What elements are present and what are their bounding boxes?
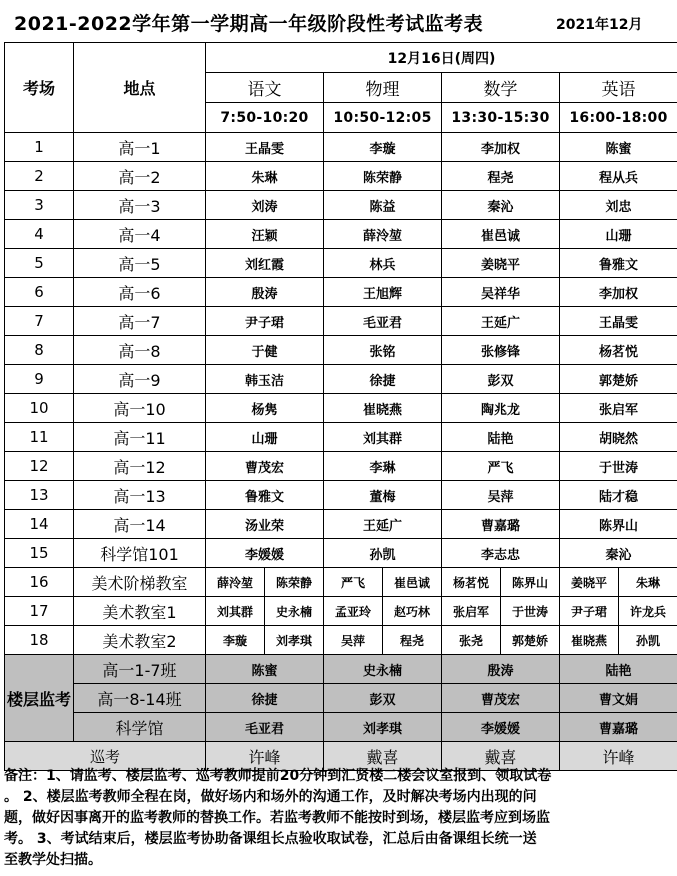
floor-proctor-row xyxy=(5,655,677,684)
proctor-name: 李加权 xyxy=(442,133,560,162)
room-location: 高一2 xyxy=(74,162,206,191)
room-number: 13 xyxy=(5,481,74,510)
proctor-name: 刘其群 xyxy=(206,597,265,626)
floor-location: 科学馆 xyxy=(74,713,206,742)
proctor-name: 杨茗悦 xyxy=(442,568,501,597)
proctor-name: 刘涛 xyxy=(206,191,324,220)
table-row xyxy=(5,452,677,481)
proctor-name: 刘孝琪 xyxy=(265,626,324,655)
room-location: 高一5 xyxy=(74,249,206,278)
room-location: 高一13 xyxy=(74,481,206,510)
table-row xyxy=(5,278,677,307)
table-row xyxy=(5,423,677,452)
table-row xyxy=(5,365,677,394)
room-location: 美术教室1 xyxy=(74,597,206,626)
floor-proctor-name: 毛亚君 xyxy=(206,713,324,742)
room-location: 高一14 xyxy=(74,510,206,539)
floor-proctor-name: 彭双 xyxy=(324,684,442,713)
proctor-name: 崔晓燕 xyxy=(560,626,619,655)
note-line: 。 2、楼层监考教师全程在岗，做好场内和场外的沟通工作，及时解决考场内出现的问 xyxy=(4,789,537,805)
proctor-name: 毛亚君 xyxy=(324,307,442,336)
proctor-name: 李璇 xyxy=(324,133,442,162)
patrol-label: 巡考 xyxy=(5,742,206,771)
proctor-name: 薛泠堃 xyxy=(206,568,265,597)
proctor-name: 许龙兵 xyxy=(619,597,677,626)
header-room: 考场 xyxy=(5,43,74,133)
proctor-name: 崔邑诚 xyxy=(383,568,442,597)
proctor-name: 陶兆龙 xyxy=(442,394,560,423)
proctor-name: 杨隽 xyxy=(206,394,324,423)
room-number: 5 xyxy=(5,249,74,278)
table-row xyxy=(5,481,677,510)
proctor-name: 曹茂宏 xyxy=(206,452,324,481)
proctor-name: 胡晓然 xyxy=(560,423,677,452)
room-location: 高一8 xyxy=(74,336,206,365)
room-number: 16 xyxy=(5,568,74,597)
table-row xyxy=(5,191,677,220)
issue-date: 2021年12月 xyxy=(556,17,643,33)
room-number: 18 xyxy=(5,626,74,655)
room-number: 9 xyxy=(5,365,74,394)
header-location: 地点 xyxy=(74,43,206,133)
table-row xyxy=(5,249,677,278)
proctor-name: 孙凯 xyxy=(619,626,677,655)
proctor-name: 陆才稳 xyxy=(560,481,677,510)
proctor-name: 张铭 xyxy=(324,336,442,365)
proctor-name: 韩玉洁 xyxy=(206,365,324,394)
proctor-name: 崔晓燕 xyxy=(324,394,442,423)
room-location: 科学馆101 xyxy=(74,539,206,568)
notes-block xyxy=(4,766,672,871)
room-location: 高一11 xyxy=(74,423,206,452)
proctor-name: 赵巧林 xyxy=(383,597,442,626)
table-row xyxy=(5,539,677,568)
proctor-name: 朱琳 xyxy=(619,568,677,597)
proctor-name: 汪颖 xyxy=(206,220,324,249)
floor-proctor-name: 曹文娟 xyxy=(560,684,677,713)
proctor-name: 刘忠 xyxy=(560,191,677,220)
proctor-name: 史永楠 xyxy=(265,597,324,626)
floor-proctor-name: 刘孝琪 xyxy=(324,713,442,742)
proctor-name: 孙凯 xyxy=(324,539,442,568)
subject-header: 语文 xyxy=(206,73,324,103)
proctor-name: 王延广 xyxy=(324,510,442,539)
room-location: 高一3 xyxy=(74,191,206,220)
room-number: 10 xyxy=(5,394,74,423)
floor-proctor-row xyxy=(5,684,677,713)
floor-location: 高一1-7班 xyxy=(74,655,206,684)
proctor-name: 孟亚玲 xyxy=(324,597,383,626)
proctor-name: 严飞 xyxy=(442,452,560,481)
proctor-name: 王晶雯 xyxy=(560,307,677,336)
proctor-name: 于世涛 xyxy=(501,597,560,626)
proctor-name: 董梅 xyxy=(324,481,442,510)
proctor-name: 彭双 xyxy=(442,365,560,394)
table-row xyxy=(5,133,677,162)
floor-proctor-name: 徐捷 xyxy=(206,684,324,713)
proctor-name: 吴祥华 xyxy=(442,278,560,307)
proctor-name: 李媛媛 xyxy=(206,539,324,568)
floor-proctor-row xyxy=(5,713,677,742)
proctor-name: 秦沁 xyxy=(560,539,677,568)
title-row xyxy=(0,0,677,40)
room-number: 15 xyxy=(5,539,74,568)
proctor-name: 殷涛 xyxy=(206,278,324,307)
floor-proctor-name: 陆艳 xyxy=(560,655,677,684)
room-number: 7 xyxy=(5,307,74,336)
room-location: 美术教室2 xyxy=(74,626,206,655)
proctor-name: 程尧 xyxy=(442,162,560,191)
proctor-name: 张尧 xyxy=(442,626,501,655)
floor-proctor-name: 殷涛 xyxy=(442,655,560,684)
proctor-name: 徐捷 xyxy=(324,365,442,394)
table-row xyxy=(5,336,677,365)
proctor-name: 山珊 xyxy=(206,423,324,452)
room-number: 1 xyxy=(5,133,74,162)
room-location: 高一12 xyxy=(74,452,206,481)
floor-proctor-name: 曹嘉璐 xyxy=(560,713,677,742)
proctor-name: 李志忠 xyxy=(442,539,560,568)
proctor-name: 王延广 xyxy=(442,307,560,336)
proctor-name: 王旭辉 xyxy=(324,278,442,307)
proctor-name: 陈益 xyxy=(324,191,442,220)
exam-date-header: 12月16日(周四) xyxy=(206,43,677,73)
room-location: 高一6 xyxy=(74,278,206,307)
proctor-name: 薛泠堃 xyxy=(324,220,442,249)
proctor-name: 郭楚娇 xyxy=(560,365,677,394)
page-title: 2021-2022学年第一学期高一年级阶段性考试监考表 xyxy=(14,13,484,35)
table-row xyxy=(5,510,677,539)
proctor-name: 张启军 xyxy=(442,597,501,626)
room-number: 14 xyxy=(5,510,74,539)
proctor-name: 于世涛 xyxy=(560,452,677,481)
proctor-name: 刘其群 xyxy=(324,423,442,452)
proctor-name: 郭楚娇 xyxy=(501,626,560,655)
room-location: 高一4 xyxy=(74,220,206,249)
subject-header: 物理 xyxy=(324,73,442,103)
table-row xyxy=(5,568,677,597)
subject-header: 英语 xyxy=(560,73,677,103)
table-row xyxy=(5,220,677,249)
patrol-name: 戴喜 xyxy=(324,742,442,771)
room-location: 高一10 xyxy=(74,394,206,423)
proctor-name: 陈界山 xyxy=(560,510,677,539)
room-location: 美术阶梯教室 xyxy=(74,568,206,597)
room-location: 高一1 xyxy=(74,133,206,162)
proctor-name: 吴萍 xyxy=(442,481,560,510)
proctor-name: 程从兵 xyxy=(560,162,677,191)
proctor-name: 陈界山 xyxy=(501,568,560,597)
table-row xyxy=(5,597,677,626)
proctor-name: 严飞 xyxy=(324,568,383,597)
subject-time: 13:30-15:30 xyxy=(442,103,560,133)
note-line: 题，做好因事离开的监考教师的替换工作。若监考教师不能按时到场，楼层监考应到场监 xyxy=(4,810,550,826)
subject-time: 16:00-18:00 xyxy=(560,103,677,133)
proctor-name: 张修锋 xyxy=(442,336,560,365)
proctor-name: 鲁雅文 xyxy=(206,481,324,510)
proctor-table xyxy=(4,42,677,771)
note-line: 备注：1、请监考、楼层监考、巡考教师提前20分钟到汇贤楼二楼会议室报到、领取试卷 xyxy=(4,768,552,784)
proctor-name: 王晶雯 xyxy=(206,133,324,162)
proctor-name: 姜晓平 xyxy=(560,568,619,597)
room-number: 11 xyxy=(5,423,74,452)
proctor-name: 李璇 xyxy=(206,626,265,655)
room-number: 4 xyxy=(5,220,74,249)
room-location: 高一7 xyxy=(74,307,206,336)
proctor-name: 刘红霞 xyxy=(206,249,324,278)
room-number: 3 xyxy=(5,191,74,220)
proctor-name: 山珊 xyxy=(560,220,677,249)
floor-proctor-name: 曹茂宏 xyxy=(442,684,560,713)
room-number: 8 xyxy=(5,336,74,365)
proctor-name: 汤业荣 xyxy=(206,510,324,539)
table-row xyxy=(5,626,677,655)
proctor-name: 陈荣静 xyxy=(324,162,442,191)
table-row xyxy=(5,307,677,336)
subject-time: 7:50-10:20 xyxy=(206,103,324,133)
proctor-name: 尹子珺 xyxy=(560,597,619,626)
proctor-name: 鲁雅文 xyxy=(560,249,677,278)
room-location: 高一9 xyxy=(74,365,206,394)
floor-proctor-label: 楼层监考 xyxy=(5,655,74,742)
table-row xyxy=(5,394,677,423)
proctor-name: 尹子珺 xyxy=(206,307,324,336)
proctor-name: 崔邑诚 xyxy=(442,220,560,249)
floor-proctor-name: 李媛媛 xyxy=(442,713,560,742)
patrol-name: 戴喜 xyxy=(442,742,560,771)
proctor-name: 姜晓平 xyxy=(442,249,560,278)
room-number: 17 xyxy=(5,597,74,626)
patrol-name: 许峰 xyxy=(560,742,677,771)
proctor-name: 杨茗悦 xyxy=(560,336,677,365)
proctor-name: 程尧 xyxy=(383,626,442,655)
proctor-name: 于健 xyxy=(206,336,324,365)
proctor-name: 张启军 xyxy=(560,394,677,423)
proctor-name: 曹嘉璐 xyxy=(442,510,560,539)
proctor-name: 秦沁 xyxy=(442,191,560,220)
floor-proctor-name: 陈蜜 xyxy=(206,655,324,684)
subject-time: 10:50-12:05 xyxy=(324,103,442,133)
room-number: 12 xyxy=(5,452,74,481)
proctor-name: 陈蜜 xyxy=(560,133,677,162)
proctor-name: 吴萍 xyxy=(324,626,383,655)
patrol-name: 许峰 xyxy=(206,742,324,771)
floor-proctor-name: 史永楠 xyxy=(324,655,442,684)
room-number: 6 xyxy=(5,278,74,307)
subject-header: 数学 xyxy=(442,73,560,103)
proctor-name: 陆艳 xyxy=(442,423,560,452)
proctor-name: 林兵 xyxy=(324,249,442,278)
proctor-name: 陈荣静 xyxy=(265,568,324,597)
floor-location: 高一8-14班 xyxy=(74,684,206,713)
table-row xyxy=(5,162,677,191)
note-line: 考。 3、考试结束后，楼层监考协助备课组长点验收取试卷，汇总后由备课组长统一送 xyxy=(4,831,537,847)
note-line: 至教学处扫描。 xyxy=(4,852,102,868)
room-number: 2 xyxy=(5,162,74,191)
proctor-name: 李琳 xyxy=(324,452,442,481)
proctor-name: 朱琳 xyxy=(206,162,324,191)
proctor-name: 李加权 xyxy=(560,278,677,307)
